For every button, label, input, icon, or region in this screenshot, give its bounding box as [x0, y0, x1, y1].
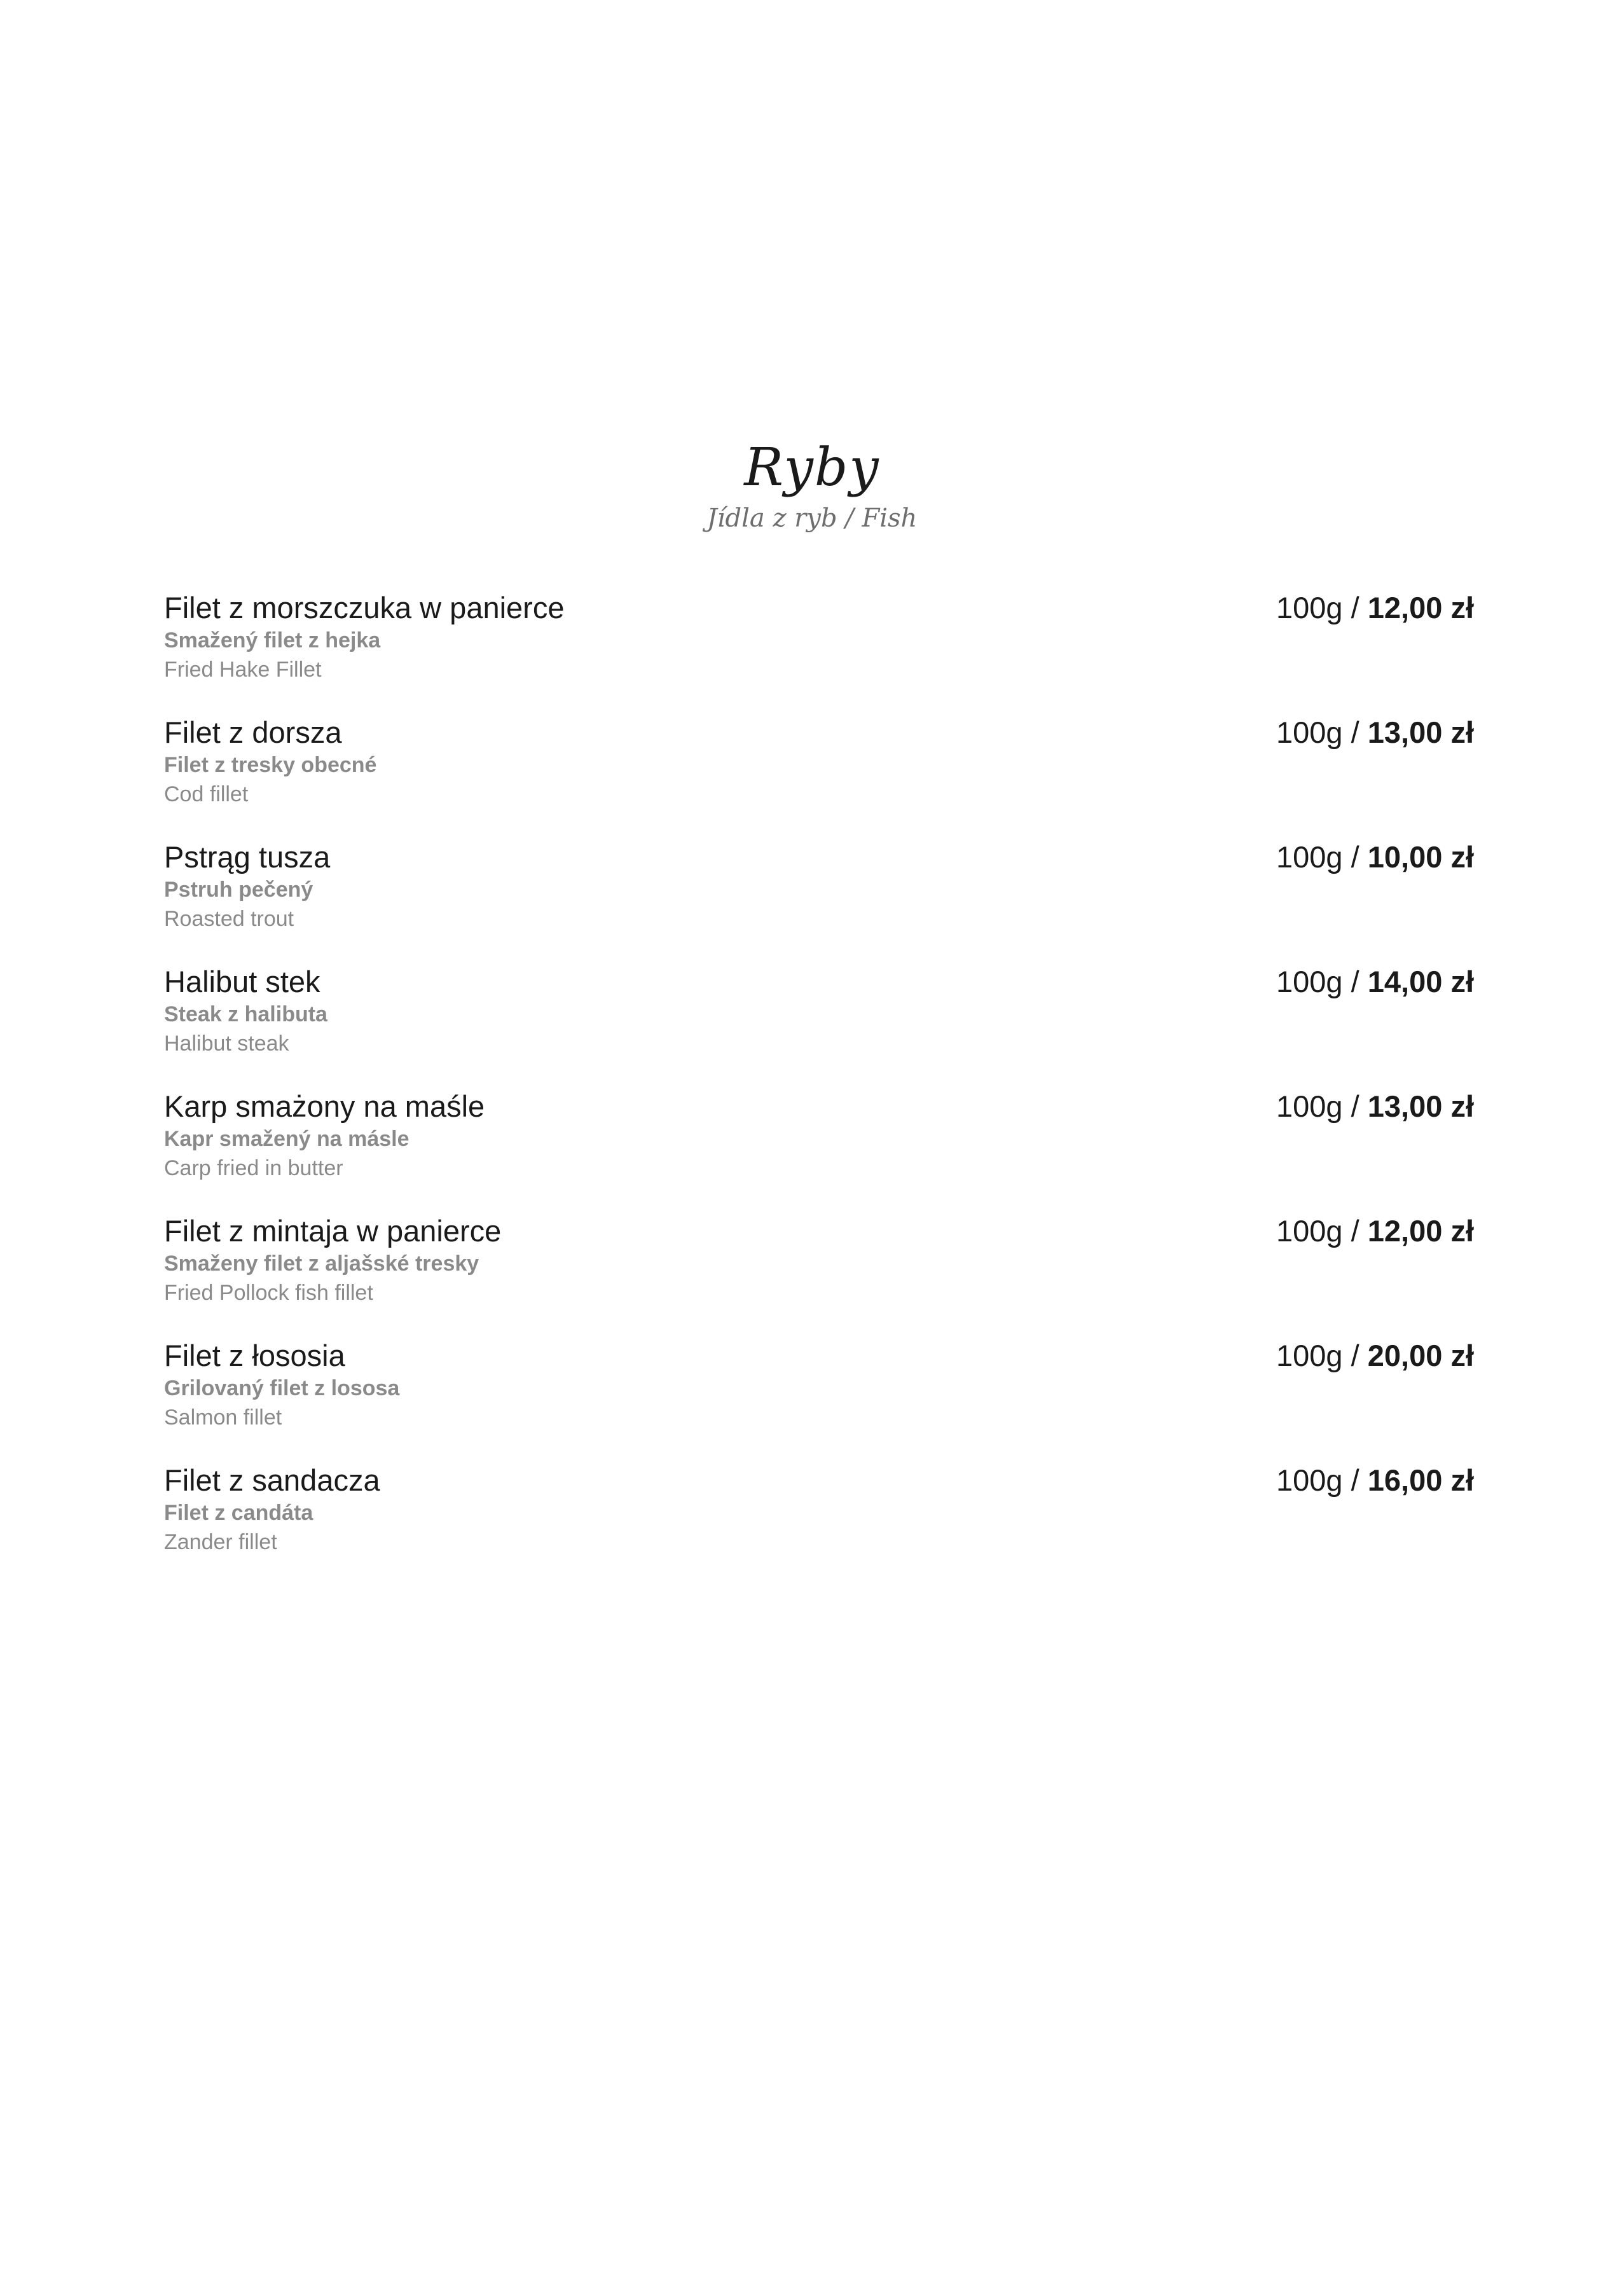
item-name: Filet z morszczuka w panierce [164, 591, 565, 624]
item-name-czech: Kapr smažený na másle [164, 1127, 409, 1151]
item-name-czech: Filet z tresky obecné [164, 753, 377, 777]
item-name-english: Zander fillet [164, 1530, 277, 1554]
item-name-czech: Grilovaný filet z lososa [164, 1376, 400, 1400]
item-portion: 100g / [1276, 1089, 1359, 1123]
page-subtitle: Jídla z ryb / Fish [706, 504, 918, 533]
menu-item [164, 964, 1474, 1089]
item-portion: 100g / [1276, 965, 1359, 998]
item-portion: 100g / [1276, 1214, 1359, 1248]
menu-list [164, 590, 1474, 1587]
item-name: Filet z łososia [164, 1339, 345, 1372]
item-price [1276, 715, 1474, 750]
item-price [1276, 590, 1474, 626]
item-name: Filet z dorsza [164, 715, 342, 749]
item-price [1276, 1089, 1474, 1124]
item-name: Filet z sandacza [164, 1463, 380, 1497]
item-price [1276, 839, 1474, 875]
menu-item [164, 715, 1474, 839]
item-name-czech: Pstruh pečený [164, 878, 313, 902]
item-portion: 100g / [1276, 715, 1359, 749]
item-name: Karp smażony na maśle [164, 1089, 485, 1123]
item-price-value: 13,00 zł [1367, 715, 1474, 749]
item-name-czech: Filet z candáta [164, 1501, 313, 1525]
item-name-english: Fried Hake Fillet [164, 658, 322, 682]
item-price [1276, 1213, 1474, 1249]
item-price-value: 20,00 zł [1367, 1339, 1474, 1372]
page-title: Ryby [744, 438, 880, 498]
menu-item [164, 1338, 1474, 1463]
menu-item [164, 839, 1474, 964]
item-name-english: Roasted trout [164, 907, 294, 931]
item-portion: 100g / [1276, 840, 1359, 874]
item-name: Halibut stek [164, 965, 320, 998]
item-name: Filet z mintaja w panierce [164, 1214, 502, 1248]
item-price-value: 13,00 zł [1367, 1089, 1474, 1123]
menu-item [164, 1463, 1474, 1587]
item-name-czech: Smažený filet z hejka [164, 628, 381, 652]
item-name-english: Fried Pollock fish fillet [164, 1281, 373, 1305]
menu-item [164, 1089, 1474, 1213]
item-price [1276, 964, 1474, 1000]
menu-header [0, 436, 1624, 535]
item-portion: 100g / [1276, 591, 1359, 624]
item-price [1276, 1463, 1474, 1498]
item-price-value: 12,00 zł [1367, 591, 1474, 624]
item-portion: 100g / [1276, 1339, 1359, 1372]
item-price-value: 14,00 zł [1367, 965, 1474, 998]
item-name-english: Halibut steak [164, 1031, 289, 1056]
item-portion: 100g / [1276, 1463, 1359, 1497]
item-name-english: Carp fried in butter [164, 1156, 343, 1180]
item-name-czech: Steak z halibuta [164, 1002, 327, 1026]
menu-item [164, 590, 1474, 715]
item-price-value: 10,00 zł [1367, 840, 1474, 874]
item-price-value: 12,00 zł [1367, 1214, 1474, 1248]
item-name-english: Salmon fillet [164, 1405, 282, 1430]
menu-item [164, 1213, 1474, 1338]
item-price-value: 16,00 zł [1367, 1463, 1474, 1497]
item-name-czech: Smaženy filet z aljašské tresky [164, 1252, 479, 1276]
item-name-english: Cod fillet [164, 782, 249, 806]
item-name: Pstrąg tusza [164, 840, 331, 874]
item-price [1276, 1338, 1474, 1374]
